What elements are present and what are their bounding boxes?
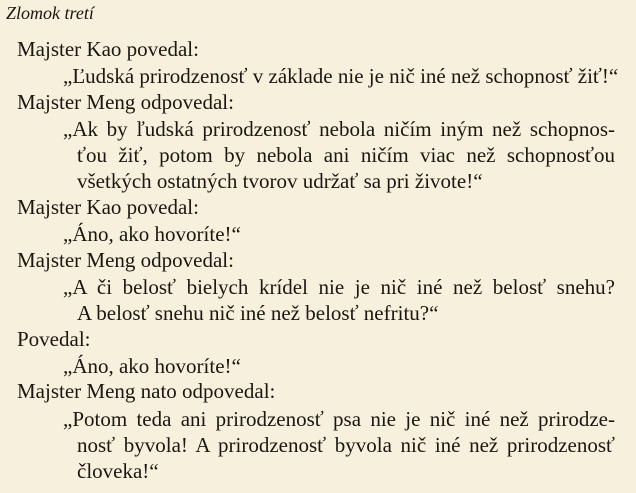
speaker-line: Povedal: bbox=[17, 327, 91, 351]
quote-block bbox=[63, 353, 615, 379]
section-title: Zlomok tretí bbox=[6, 3, 94, 23]
speaker-line: Majster Meng odpovedal: bbox=[17, 90, 234, 114]
quote-line: „Ak by ľudská prirodzenosť nebola ničím iným než schopnos- bbox=[63, 117, 615, 141]
quote-block bbox=[63, 116, 615, 194]
quote-block bbox=[63, 221, 615, 247]
quote-line: nosť byvola! A prirodzenosť byvola nič iné než prirodzenosť bbox=[77, 433, 615, 457]
quote-line: „Potom teda ani prirodzenosť psa nie je nič iné než prirodze- bbox=[63, 407, 615, 431]
quote-line: „Áno, ako hovoríte!“ bbox=[63, 354, 241, 378]
quote-line: A belosť snehu nič iné než belosť nefritu?“ bbox=[77, 301, 439, 325]
quote-line: ťou žiť, potom by nebola ani ničím viac než schopnosťou bbox=[77, 143, 615, 167]
speaker-line: Majster Kao povedal: bbox=[17, 195, 199, 219]
speaker-line: Majster Kao povedal: bbox=[17, 37, 199, 61]
quote-block bbox=[63, 406, 615, 484]
quote-line: „Áno, ako hovoríte!“ bbox=[63, 222, 241, 246]
quote-line: všetkých ostatných tvorov udržať sa pri živote!“ bbox=[77, 169, 483, 193]
quote-line: „Ľudská prirodzenosť v základe nie je nič iné než schopnosť žiť!“ bbox=[63, 64, 619, 88]
quote-block bbox=[63, 63, 619, 89]
speaker-line: Majster Meng nato odpovedal: bbox=[17, 379, 276, 403]
quote-line: človeka!“ bbox=[77, 459, 159, 483]
quote-line: „A či belosť bielych krídel nie je nič iné než belosť snehu? bbox=[63, 275, 615, 299]
quote-block bbox=[63, 274, 615, 326]
speaker-line: Majster Meng odpovedal: bbox=[17, 248, 234, 272]
